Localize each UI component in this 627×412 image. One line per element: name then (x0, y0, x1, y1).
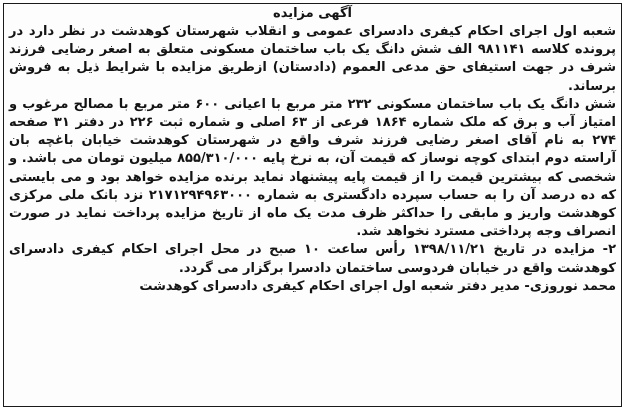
notice-signature: محمد نوروزی- مدیر دفتر شعبه اول اجرای احکام کیفری دادسرای کوهدشت (139, 278, 616, 294)
notice-title: آگهی مزایده (273, 6, 352, 21)
auction-notice (3, 3, 622, 407)
notice-paragraph-intro: شعبه اول اجرای احکام کیفری دادسرای عمومی و انقلاب شهرستان کوهدشت در نظر دارد در پرونده کلاسه ۹۸۱۱۴۱ الف شش دانگ یک باب ساختمان مسکونی متعلق به اصغر رضایی فرزند شرف در جهت استیفای حق مدعی العموم (دادستان) ازطریق مزایده با شرایط ذیل به فروش برساند. (9, 24, 616, 94)
notice-paragraph-auction-date: ۲- مزایده در تاریخ ۱۳۹۸/۱۱/۲۱ رأس ساعت ۱۰ صبح در محل اجرای احکام کیفری دادسرای کوهدشت واقع در خیابان فردوسی ساختمان دادسرا برگزار می گردد. (9, 242, 616, 276)
notice-paragraph-property: شش دانگ یک باب ساختمان مسکونی ۲۳۲ متر مربع با اعیانی ۶۰۰ متر مربع با مصالح مرغوب و امتیاز آب و برق که ملک شماره ۱۸۶۴ فرعی از ۶۳ اصلی و شماره ثبت ۲۲۶ در دفتر ۳۱ صفحه ۲۷۴ به نام آقای اصغر رضایی فرزند شرف واقع در شهرستان کوهدشت خیابان باغچه بان آراسته دوم ابتدای کوچه نوساز که قیمت آن، به نرخ پایه ۸۵۵/۳۱۰/۰۰۰ میلیون تومان می باشد. و شخصی که بیشترین قیمت را از قیمت پایه پیشنهاد نماید برنده مزایده خواهد بود و می بایستی که ده درصد آن را به حساب سپرده دادگستری به شماره ۲۱۷۱۲۹۴۹۶۳۰۰۰ نزد بانک ملی مرکزی کوهدشت واریز و مابقی را حداکثر ظرف مدت یک ماه از تاریخ مزایده پرداخت نماید در صورت انصراف وجه پرداختی مسترد نخواهد شد. (9, 96, 617, 240)
